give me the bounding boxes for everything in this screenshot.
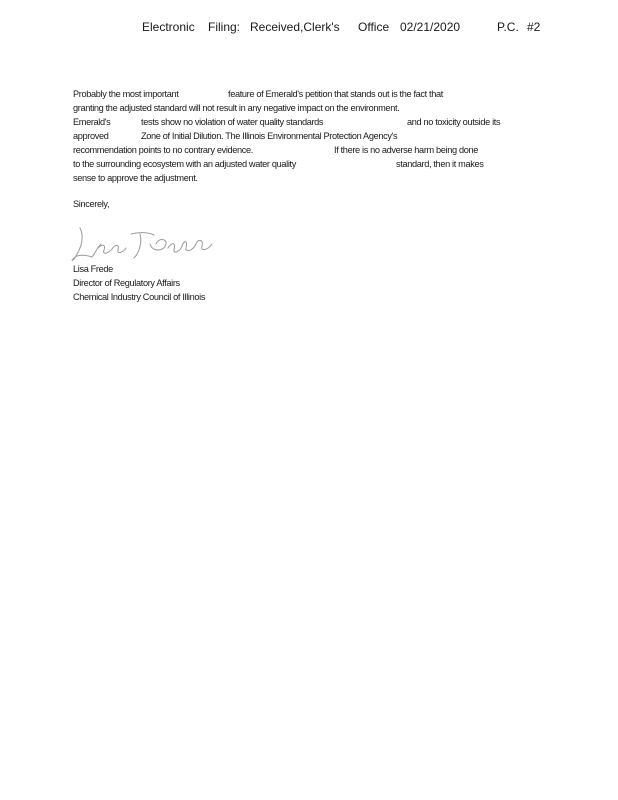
letter-body bbox=[73, 87, 523, 185]
header-pc: P.C. bbox=[497, 20, 519, 34]
header-electronic: Electronic bbox=[142, 20, 195, 34]
body-text-fragment: sense to approve the adjustment. bbox=[73, 173, 198, 183]
filing-header bbox=[0, 20, 618, 36]
body-text-fragment: approved bbox=[73, 131, 109, 141]
body-text-fragment: Probably the most important bbox=[73, 89, 179, 99]
body-text-fragment: and no toxicity outside its bbox=[407, 117, 501, 127]
body-text-fragment: Emerald's bbox=[73, 117, 111, 127]
header-filing: Filing: bbox=[208, 20, 241, 34]
signer-name: Lisa Frede bbox=[73, 264, 113, 274]
body-text-fragment: granting the adjusted standard will not result in any negative impact on the environment. bbox=[73, 103, 400, 113]
signer-organization: Chemical Industry Council of Illinois bbox=[73, 292, 206, 302]
body-line bbox=[73, 87, 523, 101]
body-text-fragment: tests show no violation of water quality standards bbox=[141, 117, 324, 127]
body-text-fragment: Zone of Initial Dilution. The Illinois Environmental Protection Agency's bbox=[141, 131, 398, 141]
body-line bbox=[73, 101, 523, 115]
body-text-fragment: to the surrounding ecosystem with an adjusted water quality bbox=[73, 159, 296, 169]
header-date: 02/21/2020 bbox=[400, 20, 461, 34]
body-line bbox=[73, 171, 523, 185]
body-line bbox=[73, 115, 523, 129]
closing: Sincerely, bbox=[73, 199, 110, 209]
body-text-fragment: feature of Emerald's petition that stands out is the fact that bbox=[228, 89, 443, 99]
header-received: Received,Clerk's bbox=[250, 20, 340, 34]
body-text-fragment: recommendation points to no contrary evidence. bbox=[73, 145, 254, 155]
header-number: #2 bbox=[527, 20, 541, 34]
signature-block bbox=[73, 262, 205, 304]
handwritten-signature bbox=[68, 222, 218, 266]
body-line bbox=[73, 129, 523, 143]
body-text-fragment: standard, then it makes bbox=[396, 159, 484, 169]
body-line bbox=[73, 143, 523, 157]
body-text-fragment: If there is no adverse harm being done bbox=[334, 145, 479, 155]
body-line bbox=[73, 157, 523, 171]
header-office: Office bbox=[358, 20, 390, 34]
signer-title: Director of Regulatory Affairs bbox=[73, 278, 180, 288]
